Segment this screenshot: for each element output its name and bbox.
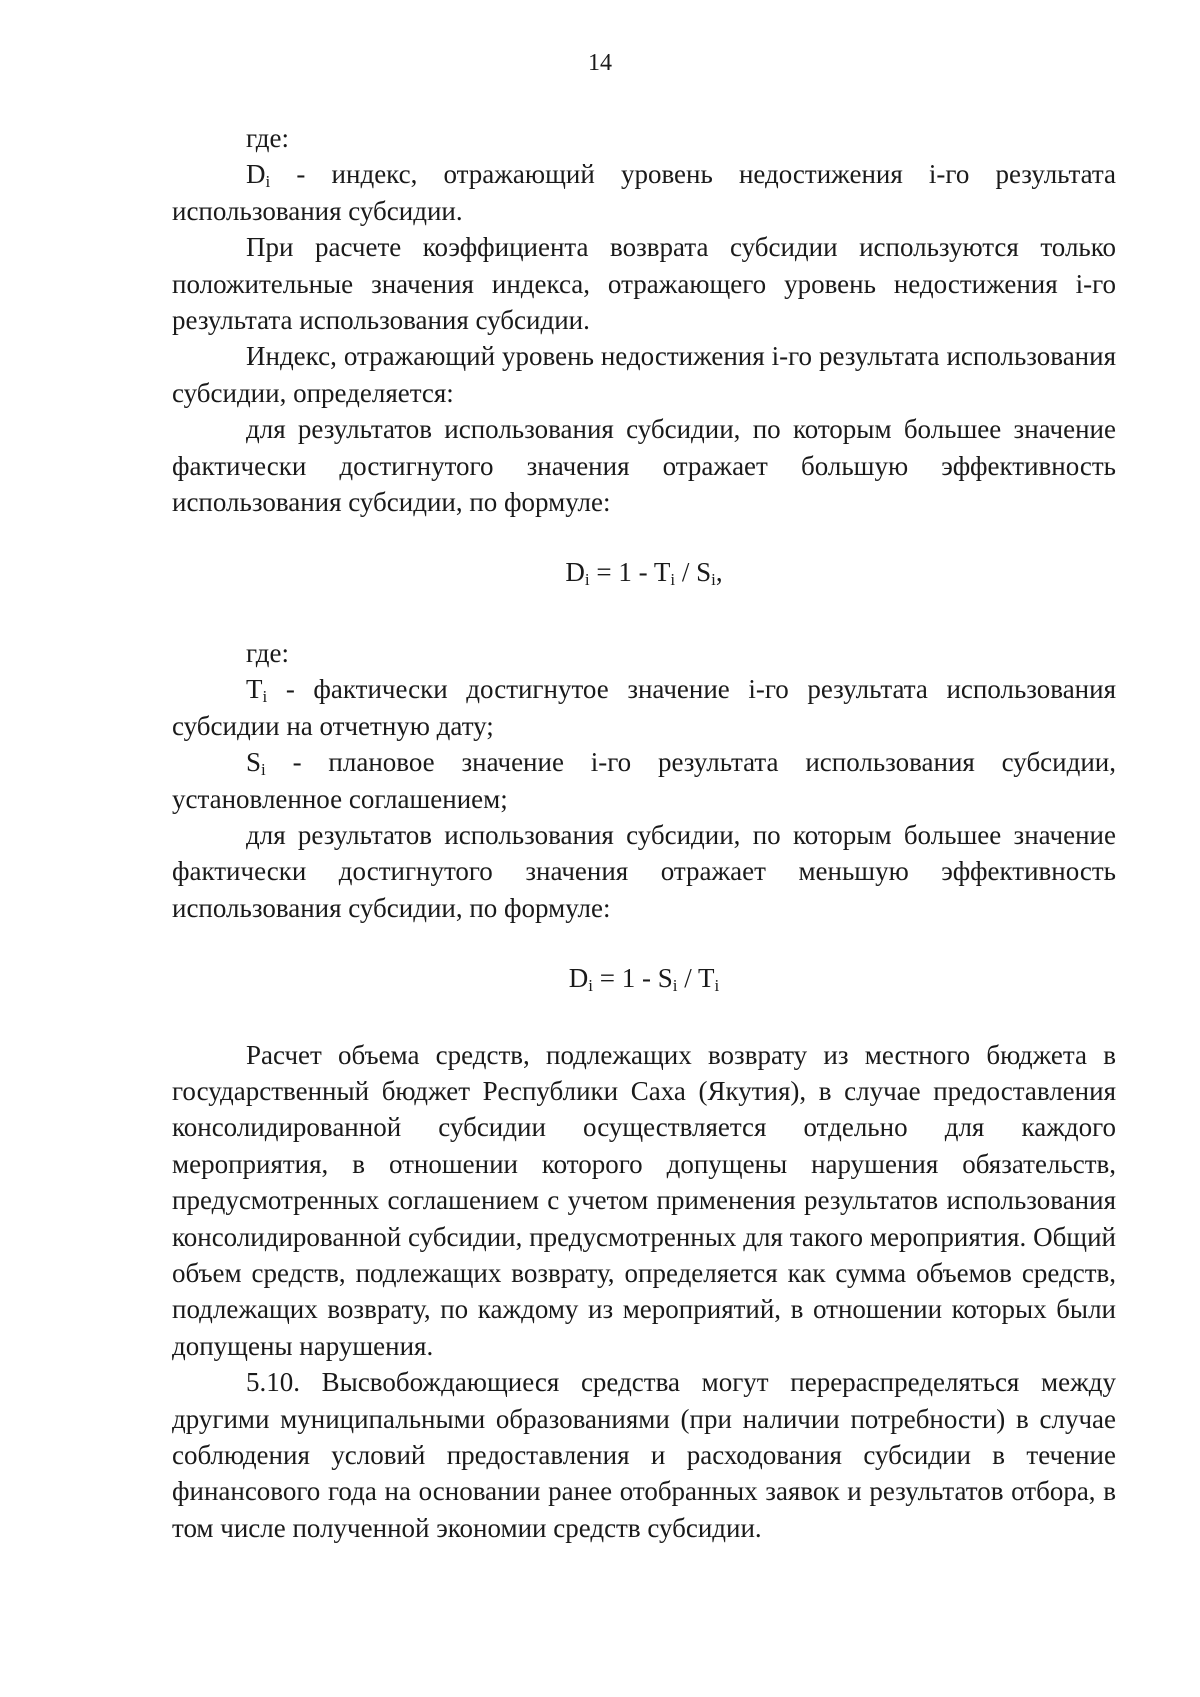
paragraph-greater-efficiency: для результатов использования субсидии, по которым большее значение фактически достигнутого значения отражает большую эффективность использования субсидии, по формуле:: [172, 414, 1116, 518]
paragraph-si-definition: [172, 744, 1116, 817]
formula-1-s: S: [696, 557, 712, 588]
paragraph-ti-definition: [172, 671, 1116, 744]
paragraph-lesser-efficiency: для результатов использования субсидии, по которым большее значение фактически достигнутого значения отражает меньшую эффективность использования субсидии, по формуле:: [172, 819, 1116, 923]
paragraph-refund-calculation: Расчет объема средств, подлежащих возврату из местного бюджета в государственный бюджет Республики Саха (Якутия), в случае предоставления консолидированной субсидии осуществляется отдельно для каждого мероприятия, в отношении которого допущены нарушения обязательств, предусмотренных соглашением с учетом применения результатов использования консолидированной субсидии, предусмотренных для такого мероприятия. Общий объем средств, подлежащих возврату, определяется как сумма объемов средств, подлежащих возврату, по каждому из мероприятий, в отношении которых были допущены нарушения.: [172, 1039, 1116, 1361]
formula-2-s: S: [657, 963, 673, 994]
paragraph-where-1: где:: [246, 123, 289, 153]
formula-2-t: T: [698, 963, 715, 994]
paragraph-index-determined: Индекс, отражающий уровень недостижения i-го результата использования субсидии, определяется:: [172, 341, 1116, 408]
formula-1-s-sub: i: [711, 570, 716, 590]
definition-text: - плановое значение i-го результата использования субсидии, установленное соглашением;: [172, 747, 1116, 814]
definition-text: - фактически достигнутое значение i-го результата использования субсидии на отчетную дату;: [172, 674, 1116, 741]
symbol-t: T: [246, 674, 263, 705]
formula-1-t-sub: i: [670, 570, 676, 590]
definition-text: - индекс, отражающий уровень недостижения i-го результата использования субсидии.: [172, 159, 1116, 226]
document-body: [172, 120, 1116, 1546]
formula-2-d: D: [568, 963, 589, 994]
page-number: 14: [588, 50, 612, 76]
symbol-s: S: [246, 747, 262, 778]
formula-1-eq: = 1 -: [589, 557, 654, 588]
paragraph-positive-values: При расчете коэффициента возврата субсидии используются только положительные значения индекса, отражающего уровень недостижения i-го результата использования субсидии.: [172, 232, 1116, 336]
subscript-i: i: [262, 687, 268, 707]
formula-1: [172, 554, 1116, 590]
paragraph-5-10: 5.10. Высвобождающиеся средства могут перераспределяться между другими муниципальными образованиями (при наличии потребности) в случае соблюдения условий предоставления и расходования субсидии в течение финансового года на основании ранее отобранных заявок и результатов отбора, в том числе полученной экономии средств субсидии.: [172, 1367, 1116, 1543]
formula-2-d-sub: i: [588, 976, 593, 996]
subscript-i: i: [261, 760, 266, 780]
formula-1-d: D: [565, 557, 585, 588]
formula-1-d-sub: i: [584, 570, 590, 590]
formula-1-end: ,: [715, 557, 723, 588]
formula-2-eq: = 1 -: [593, 963, 658, 994]
formula-2-div: /: [677, 963, 698, 994]
formula-1-t: T: [653, 557, 671, 588]
paragraph-di-definition: [172, 156, 1116, 229]
formula-2: [172, 960, 1116, 996]
paragraph-where-2: где:: [246, 637, 289, 668]
formula-2-t-sub: i: [714, 976, 720, 996]
formula-1-div: /: [675, 557, 697, 588]
symbol-d: D: [246, 159, 266, 190]
subscript-i: i: [265, 172, 271, 192]
formula-2-s-sub: i: [672, 976, 678, 996]
